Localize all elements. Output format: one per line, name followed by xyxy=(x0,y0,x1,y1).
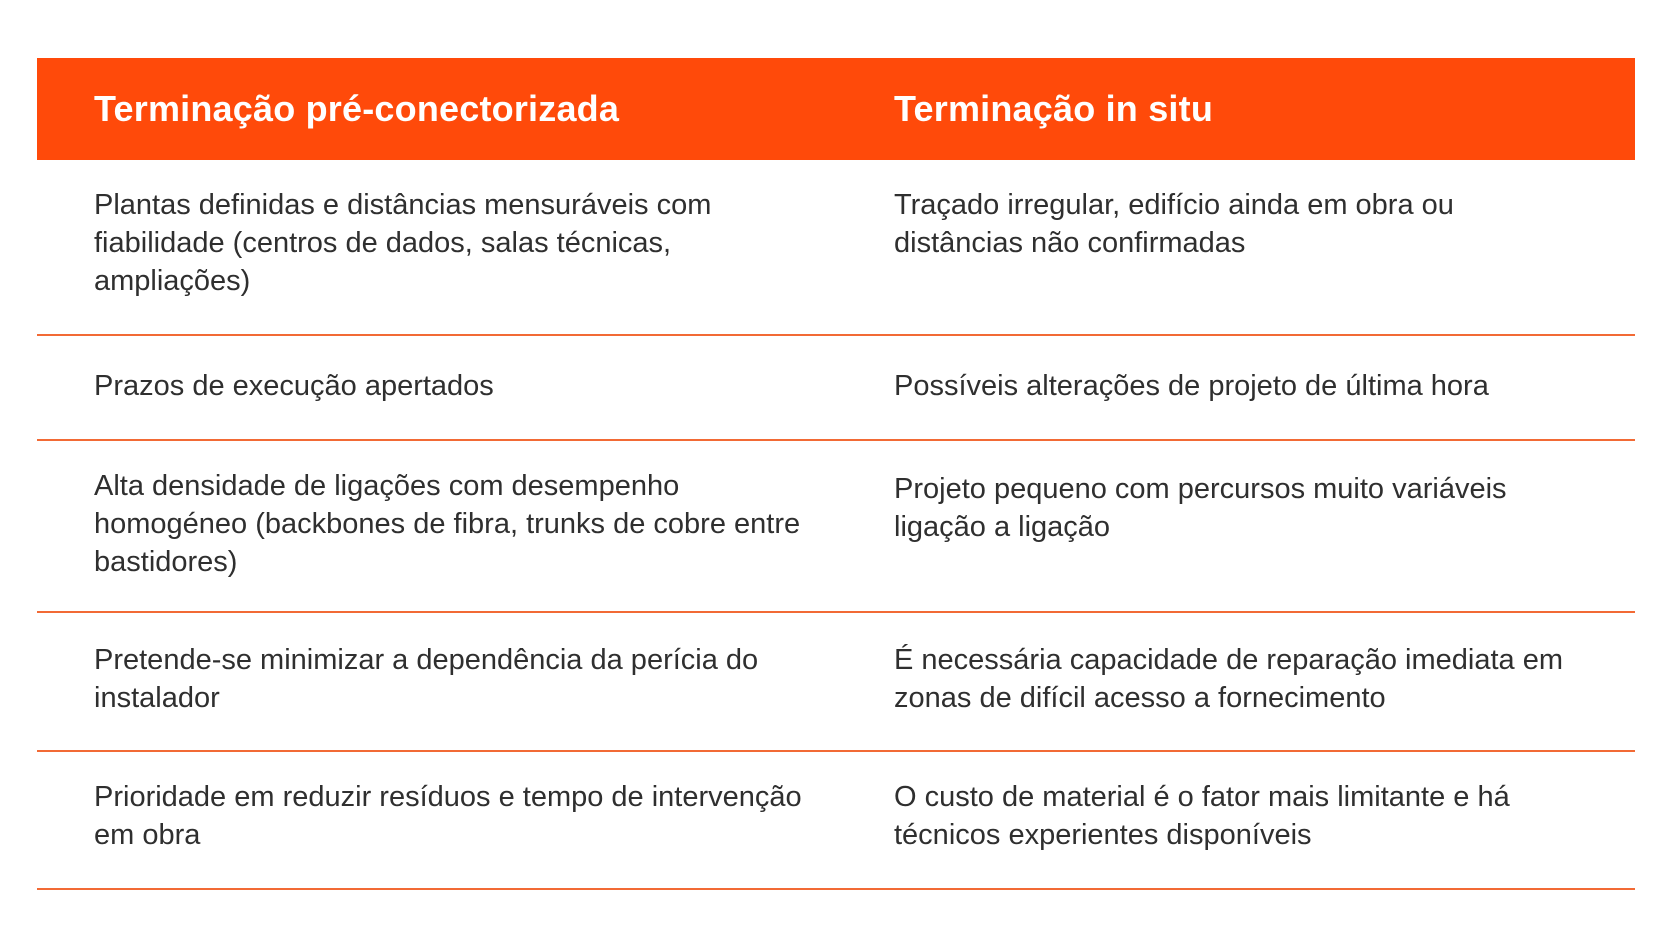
table-row xyxy=(37,336,1635,441)
table-row xyxy=(37,441,1635,613)
table-row xyxy=(37,160,1635,336)
row-1-left: Plantas definidas e distâncias mensuráveis com fiabilidade (centros de dados, salas técnicas, ampliações) xyxy=(94,189,712,297)
row-5-right: O custo de material é o fator mais limitante e há técnicos experientes disponíveis xyxy=(894,781,1510,851)
row-2-left: Prazos de execução apertados xyxy=(94,370,494,402)
header-in-situ: Terminação in situ xyxy=(894,88,1214,129)
table-row xyxy=(37,752,1635,890)
row-4-left: Pretende-se minimizar a dependência da perícia do instalador xyxy=(94,644,759,714)
row-2-right: Possíveis alterações de projeto de última hora xyxy=(894,370,1489,402)
row-3-right: Projeto pequeno com percursos muito variáveis ligação a ligação xyxy=(894,473,1507,543)
table-row xyxy=(37,613,1635,752)
table-header xyxy=(37,58,1635,160)
row-5-left: Prioridade em reduzir resíduos e tempo de intervenção em obra xyxy=(94,781,802,851)
row-3-left: Alta densidade de ligações com desempenho homogéneo (backbones de fibra, trunks de cobre entre bastidores) xyxy=(94,470,801,578)
comparison-table xyxy=(37,58,1635,890)
row-1-right: Traçado irregular, edifício ainda em obra ou distâncias não confirmadas xyxy=(894,189,1454,259)
header-pre-connectorized: Terminação pré-conectorizada xyxy=(94,88,620,129)
row-4-right: É necessária capacidade de reparação imediata em zonas de difícil acesso a fornecimento xyxy=(894,644,1564,714)
